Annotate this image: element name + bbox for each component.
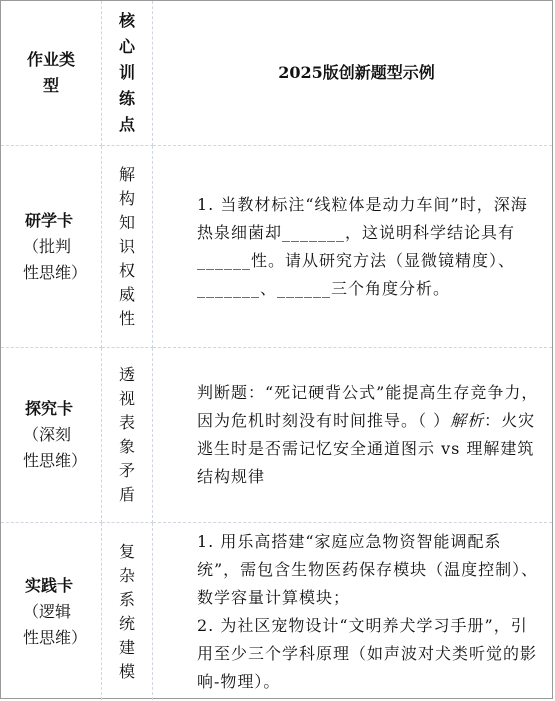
- example-item-2: 2. 为社区宠物设计“文明养犬学习手册”，引用至少三个学科原理（如声波对犬类听觉的影响-物理）。: [197, 615, 538, 691]
- type-name: 实践卡: [25, 575, 74, 595]
- example-text: [197, 379, 540, 491]
- table-row: [1, 146, 552, 348]
- type-note: （深刻性思维）: [23, 425, 88, 470]
- example-item-1: 1. 用乐高搭建“家庭应急物资智能调配系统”，需包含生物医药保存模块（温度控制）、数学容量计算模块；: [197, 531, 539, 607]
- homework-types-table: [1, 1, 552, 700]
- type-note: （逻辑性思维）: [23, 601, 88, 647]
- example-question: 判断题：“死记硬背公式”能提高生存竞争力，因为危机时刻没有时间推导。（ ）: [197, 383, 539, 430]
- example-text: 1. 当教材标注“线粒体是动力车间”时，深海热泉细菌却_______，这说明科学结论具有______性。请从研究方法（显微镜精度）、_______、______三个角度分析。: [197, 194, 528, 298]
- type-note: （批判性思维）: [23, 236, 88, 282]
- table-row: [1, 523, 552, 701]
- header-type: 作业类型: [26, 50, 75, 95]
- focus-text: 透视表象矛盾: [118, 365, 135, 504]
- header-focus: 核心训练点: [118, 11, 135, 134]
- focus-text: 复杂系统建模: [118, 541, 135, 681]
- analysis-label: 解析: [450, 411, 485, 430]
- type-name: 探究卡: [25, 399, 74, 418]
- example-analysis: ：火灾逃生时是否需记忆安全通道图示 vs 理解建筑结构规律: [197, 411, 536, 486]
- header-example: 2025版创新题型示例: [278, 63, 435, 82]
- focus-text: 解构知识权威性: [118, 164, 135, 328]
- table-row: [1, 348, 552, 523]
- table-header-row: [1, 1, 552, 146]
- example-text: [197, 528, 540, 696]
- type-name: 研学卡: [25, 210, 74, 230]
